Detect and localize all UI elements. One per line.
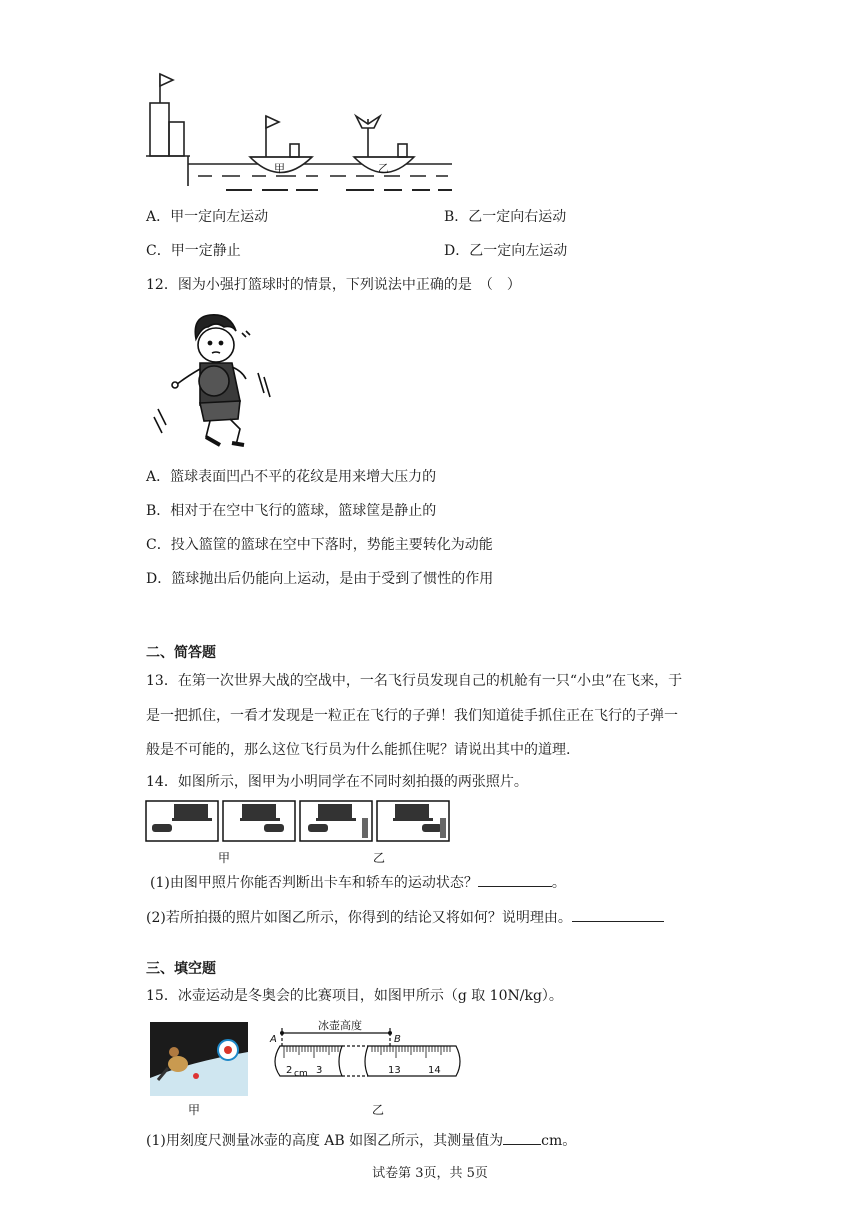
boat-a-label: 甲 <box>274 162 285 175</box>
q13-line2: 是一把抓住，一看才发现是一粒正在飞行的子弹！我们知道徒手抓住正在飞行的子弹一 <box>146 708 678 724</box>
q15-sub1 <box>146 1131 576 1151</box>
q14-sub1-blank[interactable] <box>478 873 552 887</box>
q14-sub1-end: 。 <box>551 875 566 891</box>
q14-sub2-text: (2)若所拍摄的照片如图乙所示，你得到的结论又将如何？说明理由。 <box>146 910 572 926</box>
q12-stem: 12．图为小强打篮球时的情景，下列说法中正确的是 （ ） <box>146 277 521 293</box>
q14-sub1 <box>150 873 566 893</box>
q11-option-c: C．甲一定静止 <box>146 243 241 259</box>
section-3-title: 三、填空题 <box>146 961 216 977</box>
boats-figure <box>0 0 860 200</box>
ruler-tick-14: 14 <box>428 1065 441 1076</box>
ruler-point-b: B <box>394 1034 401 1045</box>
q15-sub1-text: (1)用刻度尺测量冰壶的高度 AB 如图乙所示，其测量值为 <box>146 1133 504 1149</box>
section-2-title: 二、简答题 <box>146 645 216 661</box>
q15-sub1-blank[interactable] <box>503 1131 541 1145</box>
ruler-figure <box>268 1018 468 1118</box>
ruler-point-a: A <box>270 1034 277 1045</box>
q14-label-b: 乙 <box>373 851 386 865</box>
truck-car-photos <box>146 800 466 870</box>
boat-b-label: 乙 <box>378 162 389 175</box>
q12-option-c: C．投入篮筐的篮球在空中下落时，势能主要转化为动能 <box>146 537 493 553</box>
q15-label-a: 甲 <box>188 1103 201 1117</box>
ruler-tick-2: 2 <box>286 1065 293 1076</box>
page-footer: 试卷第 3页，共 5页 <box>372 1166 488 1181</box>
q13-line1: 13．在第一次世界大战的空战中，一名飞行员发现自己的机舱有一只“小虫”在飞来，于 <box>146 673 683 689</box>
q11-option-a: A．甲一定向左运动 <box>146 209 269 225</box>
q14-sub1-text: (1)由图甲照片你能否判断出卡车和轿车的运动状态？ <box>150 875 478 891</box>
q12-option-b: B．相对于在空中飞行的篮球，篮球筐是静止的 <box>146 503 437 519</box>
q12-option-a: A．篮球表面凹凸不平的花纹是用来增大压力的 <box>146 469 437 485</box>
q14-sub2-blank[interactable] <box>572 908 664 922</box>
q14-label-a: 甲 <box>218 851 231 865</box>
q15-stem: 15．冰壶运动是冬奥会的比赛项目，如图甲所示（g 取 10N/kg）。 <box>146 988 563 1004</box>
q15-sub1-end: cm。 <box>541 1133 577 1149</box>
q14-sub2 <box>146 908 664 928</box>
basketball-player-figure <box>146 305 276 455</box>
ruler-title: 冰壶高度 <box>318 1019 362 1032</box>
q11-option-d: D．乙一定向左运动 <box>444 243 568 259</box>
ruler-tick-13: 13 <box>388 1065 401 1076</box>
ruler-tick-3: 3 <box>316 1065 323 1076</box>
q14-stem: 14．如图所示，图甲为小明同学在不同时刻拍摄的两张照片。 <box>146 774 528 790</box>
q12-option-d: D．篮球抛出后仍能向上运动，是由于受到了惯性的作用 <box>146 571 494 587</box>
ruler-unit: cm <box>294 1069 308 1079</box>
q11-option-b: B．乙一定向右运动 <box>444 209 567 225</box>
curling-photo <box>150 1022 250 1117</box>
q13-line3: 般是不可能的，那么这位飞行员为什么能抓住呢？请说出其中的道理. <box>146 742 571 758</box>
q15-label-b: 乙 <box>372 1103 385 1117</box>
